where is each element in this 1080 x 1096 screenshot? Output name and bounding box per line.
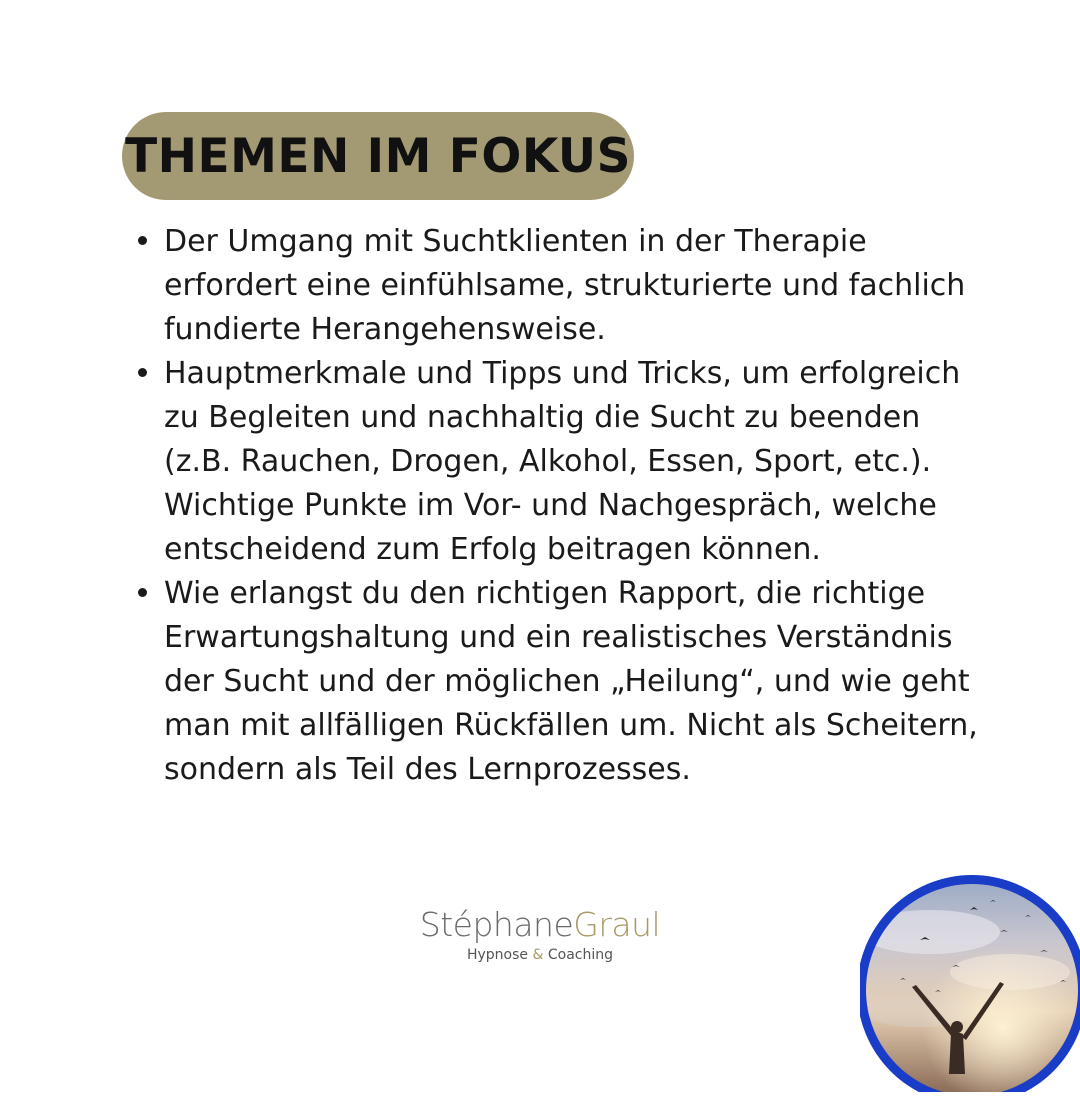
logo-tagline: [380, 945, 700, 965]
logo-name: [380, 905, 700, 945]
tagline-left: Hypnose: [466, 947, 533, 963]
list-item: [130, 220, 990, 352]
brand-logo: [380, 905, 700, 965]
logo-first-name: Stéphane: [419, 905, 574, 944]
list-item-text: Hauptmerkmale und Tipps und Tricks, um erfolgreich zu Begleiten und nachhaltig die Sucht zu beenden (z.B. Rauchen, Drogen, Alkohol, Essen, Sport, etc.). Wichtige Punkte im Vor- und Nachgespräch, welche entscheidend zum Erfolg beitragen können.: [164, 356, 961, 567]
page-title: THEMEN IM FOKUS: [125, 128, 631, 184]
sky-photo-image: [860, 862, 1080, 1092]
bullet-dot-icon: [138, 588, 147, 597]
list-item-text: Der Umgang mit Suchtklienten in der Therapie erfordert eine einfühlsame, strukturierte und fachlich fundierte Herangehensweise.: [164, 224, 966, 347]
tagline-ampersand: &: [532, 947, 544, 963]
logo-last-name: Graul: [573, 905, 661, 944]
bullet-dot-icon: [138, 368, 147, 377]
list-item-text: Wie erlangst du den richtigen Rapport, die richtige Erwartungshaltung und ein realistisches Verständnis der Sucht und der möglichen „Heilung“, und wie geht man mit allfälligen Rückfällen um. Nicht als Scheitern, sondern als Teil des Lernprozesses.: [164, 576, 978, 787]
bullet-dot-icon: [138, 236, 147, 245]
decorative-photo: [860, 862, 1080, 1092]
list-item: [130, 352, 990, 572]
title-badge: [122, 112, 634, 200]
tagline-right: Coaching: [543, 947, 613, 963]
list-item: [130, 572, 990, 792]
topic-list: [130, 220, 990, 792]
